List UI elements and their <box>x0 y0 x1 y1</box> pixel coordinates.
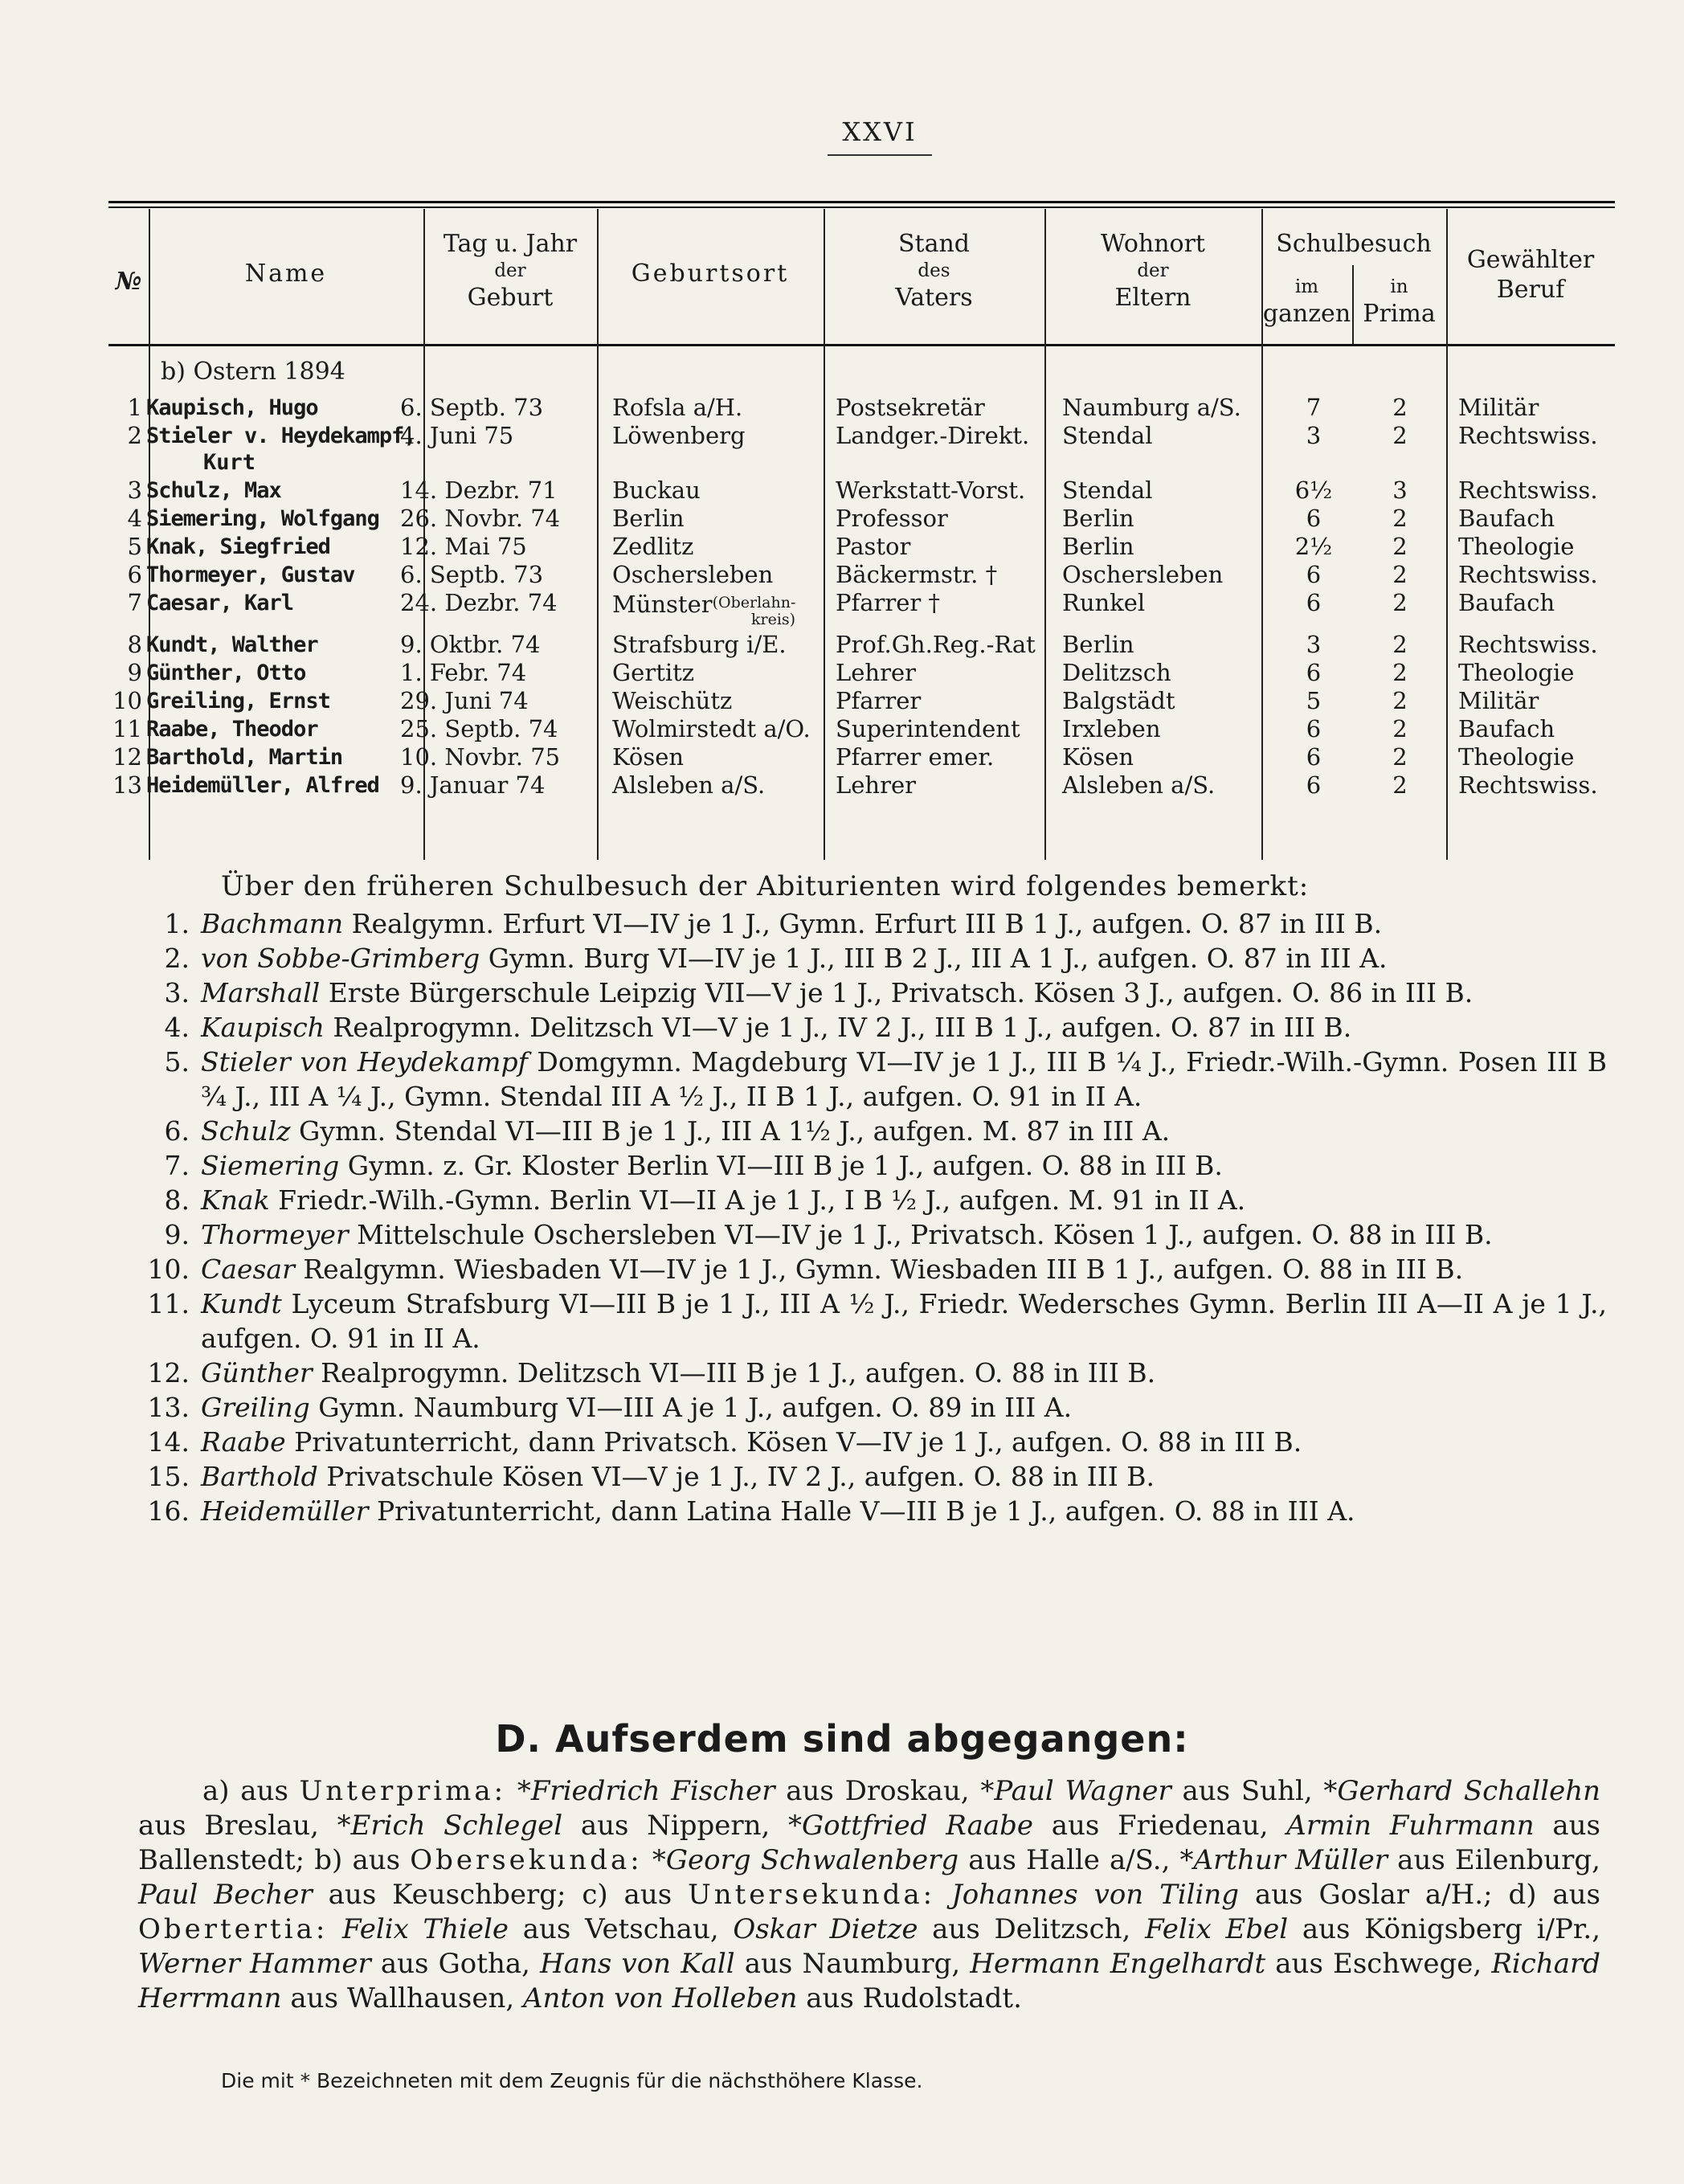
header-number: № <box>115 268 142 296</box>
note-text <box>201 975 1607 1010</box>
header-total-line2: ganzen <box>1262 300 1351 328</box>
row-birth-date: 1. Febr. 74 <box>400 659 527 686</box>
row-prima: 2 <box>1392 561 1408 588</box>
row-career: Militär <box>1458 687 1539 714</box>
table-row <box>108 715 1615 743</box>
note-description: Erste Bürgerschule Leipzig VII—V je 1 J., Privatsch. Kösen 3 J., aufgen. O. 86 in III B. <box>320 977 1474 1008</box>
student-name: Hermann Engelhardt <box>970 1948 1266 1980</box>
row-total: 3 <box>1306 631 1322 658</box>
student-origin: aus Goslar a/H.; <box>1239 1879 1509 1911</box>
row-total: 3 <box>1306 422 1322 449</box>
row-number: 7 <box>127 589 142 616</box>
row-number: 11 <box>112 715 142 742</box>
table-header-rule <box>108 344 1615 346</box>
student-origin: aus Suhl, <box>1171 1775 1324 1807</box>
row-birthplace-name: Münster <box>612 591 713 618</box>
row-total: 6 <box>1306 771 1322 799</box>
header-birthplace: Geburtsort <box>631 260 790 288</box>
header-birth-date <box>423 229 597 313</box>
row-name: Heidemüller, Alfred <box>146 773 379 798</box>
row-total: 6 <box>1306 659 1322 686</box>
table-row <box>108 743 1615 771</box>
note-text <box>201 1286 1607 1356</box>
header-father-line2: des <box>918 260 950 281</box>
table-row <box>108 687 1615 715</box>
row-home: Berlin <box>1062 533 1134 560</box>
note-text <box>201 1494 1607 1528</box>
table-top-rule-2 <box>108 207 1615 208</box>
note-number: 14. <box>147 1426 190 1458</box>
note-student-name: Knak <box>201 1184 270 1216</box>
graduates-table <box>108 201 1615 860</box>
note-number: 9. <box>164 1219 190 1250</box>
table-row <box>108 771 1615 800</box>
student-name: *Friedrich Fischer <box>517 1775 775 1807</box>
header-total-line1: im <box>1294 276 1319 297</box>
note-item <box>137 1045 1607 1114</box>
header-name: Name <box>244 260 328 288</box>
note-number: 8. <box>164 1184 190 1216</box>
row-name: Knak, Siegfried <box>146 534 330 559</box>
note-student-name: Schulz <box>201 1115 291 1147</box>
student-origin: aus Naumburg, <box>734 1948 971 1980</box>
row-prima: 2 <box>1392 715 1408 742</box>
table-row <box>108 505 1615 533</box>
note-text <box>201 1183 1607 1217</box>
row-prima: 2 <box>1392 743 1408 771</box>
row-name: Kaupisch, Hugo <box>146 395 318 420</box>
row-prima: 2 <box>1392 533 1408 560</box>
row-total: 6 <box>1306 505 1322 532</box>
student-name: Felix Thiele <box>342 1913 509 1945</box>
note-student-name: Marshall <box>201 977 321 1008</box>
note-text <box>201 1148 1607 1183</box>
student-name: Felix Ebel <box>1145 1913 1289 1945</box>
row-career: Rechtswiss. <box>1458 476 1598 504</box>
student-name: Anton von Holleben <box>522 1982 798 2014</box>
note-text <box>201 1114 1607 1148</box>
row-birth-date: 25. Septb. 74 <box>400 715 558 742</box>
note-item <box>137 1183 1607 1217</box>
group-class: Obersekunda: <box>410 1844 643 1876</box>
note-description: Gymn. Naumburg VI—III A je 1 J., aufgen. O. 89 in III A. <box>309 1392 1073 1423</box>
note-item <box>137 1459 1607 1494</box>
row-career: Theologie <box>1458 533 1575 560</box>
row-birthplace: Berlin <box>612 505 685 532</box>
group-label: b) aus <box>314 1844 411 1876</box>
student-name: Hans von Kall <box>540 1948 735 1980</box>
student-name: *Gottfried Raabe <box>788 1810 1034 1842</box>
table-row <box>108 533 1615 561</box>
row-prima: 2 <box>1392 687 1408 714</box>
note-description: Gymn. Stendal VI—III B je 1 J., III A 1½ J., aufgen. M. 87 in III A. <box>290 1115 1171 1147</box>
row-birthplace: Wolmirstedt a/O. <box>612 715 811 742</box>
row-number: 2 <box>127 422 142 449</box>
row-birth-date: 10. Novbr. 75 <box>400 743 561 771</box>
student-name: *Gerhard Schallehn <box>1323 1775 1600 1807</box>
row-birth-date: 9. Oktbr. 74 <box>400 631 541 658</box>
note-description: Mittelschule Oschersleben VI—IV je 1 J., Privatsch. Kösen 1 J., aufgen. O. 88 in III B. <box>348 1219 1493 1250</box>
row-birthplace: Löwenberg <box>612 422 746 449</box>
row-father: Professor <box>836 505 948 532</box>
note-item <box>137 1494 1607 1528</box>
notes-list <box>137 906 1607 1528</box>
note-description: Friedr.-Wilh.-Gymn. Berlin VI—II A je 1 J., I B ½ J., aufgen. M. 91 in II A. <box>269 1184 1246 1216</box>
note-number: 13. <box>147 1392 190 1423</box>
note-item <box>137 1425 1607 1459</box>
note-student-name: Caesar <box>201 1254 295 1285</box>
table-row <box>108 394 1615 422</box>
table-row <box>108 476 1615 505</box>
note-number: 11. <box>147 1288 190 1319</box>
row-prima: 2 <box>1392 659 1408 686</box>
row-number: 13 <box>112 771 142 799</box>
table-row <box>108 561 1615 589</box>
student-origin: aus Keuschberg; <box>312 1879 582 1911</box>
student-origin: aus Breslau, <box>138 1810 337 1842</box>
note-number: 12. <box>147 1357 190 1389</box>
group-label: d) aus <box>1508 1879 1601 1911</box>
note-description: Realgymn. Wiesbaden VI—IV je 1 J., Gymn. Wiesbaden III B 1 J., aufgen. O. 88 in III B. <box>294 1254 1464 1285</box>
row-prima: 2 <box>1392 771 1408 799</box>
note-student-name: von Sobbe-Grimberg <box>201 943 480 974</box>
row-home: Runkel <box>1062 589 1146 616</box>
row-prima: 2 <box>1392 422 1408 449</box>
note-student-name: Thormeyer <box>201 1219 349 1250</box>
student-name: Armin Fuhrmann <box>1286 1810 1535 1842</box>
row-birth-date: 24. Dezbr. 74 <box>400 589 558 616</box>
row-total: 6 <box>1306 561 1322 588</box>
note-student-name: Barthold <box>201 1461 318 1492</box>
row-birth-date: 4. Juni 75 <box>400 422 514 449</box>
note-item <box>137 1356 1607 1390</box>
row-name: Schulz, Max <box>146 478 281 503</box>
note-text <box>201 1010 1607 1045</box>
row-name: Caesar, Karl <box>146 591 294 616</box>
note-student-name: Raabe <box>201 1426 286 1458</box>
note-description: Privatunterricht, dann Privatsch. Kösen V—IV je 1 J., aufgen. O. 88 in III B. <box>285 1426 1302 1458</box>
row-career: Baufach <box>1458 589 1555 616</box>
row-name: Greiling, Ernst <box>146 689 330 714</box>
group-class: Unterprima: <box>299 1775 507 1807</box>
row-career: Theologie <box>1458 743 1575 771</box>
row-birthplace: Zedlitz <box>612 533 694 560</box>
table-row <box>108 659 1615 687</box>
row-birthplace: Strafsburg i/E. <box>612 631 787 658</box>
row-birth-date: 6. Septb. 73 <box>400 561 544 588</box>
note-item <box>137 1010 1607 1045</box>
row-name: Stieler v. Heydekampf, <box>146 423 416 448</box>
row-prima: 2 <box>1392 589 1408 616</box>
row-father: Pfarrer <box>836 687 922 714</box>
header-home-line1: Wohnort <box>1101 230 1205 258</box>
row-birth-date: 14. Dezbr. 71 <box>400 476 558 504</box>
row-home: Oschersleben <box>1062 561 1224 588</box>
group-label: a) aus <box>202 1775 300 1807</box>
section-d-title: D. Aufserdem sind abgegangen: <box>495 1717 1189 1761</box>
header-career <box>1446 245 1615 305</box>
section-d-body <box>138 1774 1600 2016</box>
table-row-continuation <box>108 448 1615 476</box>
row-number: 12 <box>112 743 142 771</box>
header-total <box>1261 275 1352 329</box>
group-label: c) aus <box>582 1879 689 1911</box>
note-description: Domgymn. Magdeburg VI—IV je 1 J., III B ¼ J., Friedr.-Wilh.-Gymn. Posen III B ¾ J., III A ¼ J., Gymn. Stendal III A ½ J., II B 1 J., aufgen. O. 91 in II A. <box>201 1046 1607 1112</box>
row-father: Lehrer <box>836 659 916 686</box>
student-name: Paul Becher <box>138 1879 313 1911</box>
row-prima: 3 <box>1392 476 1408 504</box>
row-name: Siemering, Wolfgang <box>146 506 379 531</box>
row-name: Kundt, Walther <box>146 632 318 657</box>
note-number: 3. <box>164 977 190 1008</box>
note-description: Realgymn. Erfurt VI—IV je 1 J., Gymn. Erfurt III B 1 J., aufgen. O. 87 in III B. <box>343 908 1383 939</box>
note-text <box>201 906 1607 941</box>
student-origin: aus Gotha, <box>370 1948 541 1980</box>
row-career: Rechtswiss. <box>1458 631 1598 658</box>
group-class: Untersekunda: <box>688 1879 936 1911</box>
header-birth-line2: der <box>494 260 526 281</box>
note-student-name: Stieler von Heydekampf <box>201 1046 528 1078</box>
row-total: 6½ <box>1294 476 1333 504</box>
row-prima: 2 <box>1392 394 1408 421</box>
note-student-name: Greiling <box>201 1392 310 1423</box>
note-student-name: Bachmann <box>201 908 344 939</box>
note-text <box>201 1045 1607 1114</box>
page-number-rule <box>828 154 932 156</box>
header-home <box>1044 229 1261 313</box>
header-prima <box>1352 275 1446 329</box>
student-origin: aus Ballenstedt; <box>138 1810 1600 1876</box>
student-origin: aus Delitzsch, <box>918 1913 1146 1945</box>
page-number: XXVI <box>842 117 918 147</box>
table-top-rule <box>108 201 1615 203</box>
row-number: 5 <box>127 533 142 560</box>
row-home: Berlin <box>1062 505 1134 532</box>
row-father: Landger.-Direkt. <box>836 422 1030 449</box>
row-father: Werkstatt-Vorst. <box>836 476 1026 504</box>
group-class: Obertertia: <box>138 1913 329 1945</box>
row-number: 6 <box>127 561 142 588</box>
student-origin: aus Eschwege, <box>1265 1948 1492 1980</box>
row-total: 6 <box>1306 743 1322 771</box>
row-name: Thormeyer, Gustav <box>146 562 355 587</box>
row-father: Pastor <box>836 533 911 560</box>
row-number: 3 <box>127 476 142 504</box>
row-father: Pfarrer † <box>836 589 941 616</box>
row-father: Lehrer <box>836 771 916 799</box>
row-birthplace: Kösen <box>612 743 685 771</box>
note-text <box>201 1390 1607 1425</box>
table-row <box>108 422 1615 450</box>
note-item <box>137 941 1607 975</box>
row-father: Bäckermstr. † <box>836 561 998 588</box>
note-number: 7. <box>164 1150 190 1181</box>
note-item <box>137 906 1607 941</box>
header-home-line2: der <box>1137 260 1169 281</box>
header-prima-line1: in <box>1390 276 1408 297</box>
row-career: Militär <box>1458 394 1539 421</box>
header-birth-line3: Geburt <box>467 284 554 312</box>
student-origin: aus Wallhausen, <box>281 1982 523 2014</box>
row-home: Delitzsch <box>1062 659 1171 686</box>
row-birth-date: 12. Mai 75 <box>400 533 527 560</box>
student-origin: aus Halle a/S., <box>958 1844 1180 1876</box>
row-birthplace: Alsleben a/S. <box>612 771 766 799</box>
note-student-name: Heidemüller <box>201 1495 369 1527</box>
row-birth-date: 29. Juni 74 <box>400 687 529 714</box>
row-name-continuation: Kurt <box>203 450 256 475</box>
note-number: 15. <box>147 1461 190 1492</box>
row-number: 1 <box>127 394 142 421</box>
row-career: Baufach <box>1458 505 1555 532</box>
row-career: Rechtswiss. <box>1458 561 1598 588</box>
row-prima: 2 <box>1392 631 1408 658</box>
note-text <box>201 1459 1607 1494</box>
row-home: Irxleben <box>1062 715 1161 742</box>
note-text <box>201 1252 1607 1286</box>
student-name: *Paul Wagner <box>980 1775 1171 1807</box>
row-father: Pfarrer emer. <box>836 743 995 771</box>
row-name: Raabe, Theodor <box>146 717 318 742</box>
row-father: Superintendent <box>836 715 1020 742</box>
row-career: Rechtswiss. <box>1458 422 1598 449</box>
student-origin: aus Eilenburg, <box>1388 1844 1600 1876</box>
student-name: Johannes von Tiling <box>951 1879 1240 1911</box>
row-home: Kösen <box>1062 743 1134 771</box>
note-description: Realprogymn. Delitzsch VI—III B je 1 J., aufgen. O. 88 in III B. <box>312 1357 1156 1389</box>
table-row <box>108 631 1615 659</box>
row-number: 4 <box>127 505 142 532</box>
note-number: 16. <box>147 1495 190 1527</box>
notes-intro: Über den früheren Schulbesuch der Abiturienten wird folgendes bemerkt: <box>221 870 1310 902</box>
note-text <box>201 1356 1607 1390</box>
header-prima-line2: Prima <box>1363 300 1436 328</box>
header-father-line3: Vaters <box>895 284 973 312</box>
student-origin: aus Vetschau, <box>509 1913 734 1945</box>
header-father <box>824 229 1044 313</box>
note-item <box>137 1148 1607 1183</box>
row-birth-date: 9. Januar 74 <box>400 771 546 799</box>
note-number: 6. <box>164 1115 190 1147</box>
row-birthplace: Buckau <box>612 476 701 504</box>
row-home: Stendal <box>1062 422 1153 449</box>
note-item <box>137 1286 1607 1356</box>
row-total: 5 <box>1306 687 1322 714</box>
footnote: Die mit * Bezeichneten mit dem Zeugnis für die nächsthöhere Klasse. <box>221 2069 923 2092</box>
note-description: Lyceum Strafsburg VI—III B je 1 J., III A ½ J., Friedr. Wedersches Gymn. Berlin III A—II A je 1 J., aufgen. O. 91 in II A. <box>201 1288 1607 1354</box>
row-birthplace: Weischütz <box>612 687 733 714</box>
note-number: 2. <box>164 943 190 974</box>
note-student-name: Siemering <box>201 1150 340 1181</box>
row-career: Theologie <box>1458 659 1575 686</box>
row-prima: 2 <box>1392 505 1408 532</box>
row-birth-date: 6. Septb. 73 <box>400 394 544 421</box>
note-text <box>201 1217 1607 1252</box>
row-father: Prof.Gh.Reg.-Rat <box>836 631 1036 658</box>
row-home: Berlin <box>1062 631 1134 658</box>
row-total: 6 <box>1306 715 1322 742</box>
note-student-name: Kaupisch <box>201 1012 325 1043</box>
student-origin: aus Rudolstadt. <box>797 1982 1022 2014</box>
note-number: 1. <box>164 908 190 939</box>
note-description: Gymn. z. Gr. Kloster Berlin VI—III B je 1 J., aufgen. O. 88 in III B. <box>339 1150 1223 1181</box>
row-birthplace: Oschersleben <box>612 561 774 588</box>
header-career-line1: Gewählter <box>1466 246 1595 274</box>
row-number: 8 <box>127 631 142 658</box>
row-birthplace: Gertitz <box>612 659 695 686</box>
note-description: Privatschule Kösen VI—V je 1 J., IV 2 J., aufgen. O. 88 in III B. <box>317 1461 1155 1492</box>
header-career-line2: Beruf <box>1496 276 1565 304</box>
student-name: Oskar Dietze <box>733 1913 918 1945</box>
row-birthplace-note: (Oberlahn- <box>712 594 796 611</box>
student-origin: aus Friedenau, <box>1033 1810 1287 1842</box>
note-student-name: Günther <box>201 1357 313 1389</box>
row-home: Stendal <box>1062 476 1153 504</box>
row-birthplace: Rofsla a/H. <box>612 394 743 421</box>
note-item <box>137 1390 1607 1425</box>
student-name: Werner Hammer <box>138 1948 371 1980</box>
note-number: 4. <box>164 1012 190 1043</box>
row-total: 6 <box>1306 589 1322 616</box>
row-number: 9 <box>127 659 142 686</box>
row-career: Rechtswiss. <box>1458 771 1598 799</box>
note-item <box>137 1217 1607 1252</box>
header-school-visit: Schulbesuch <box>1276 230 1432 258</box>
note-item <box>137 1252 1607 1286</box>
note-description: Realprogymn. Delitzsch VI—V je 1 J., IV 2 J., III B 1 J., aufgen. O. 87 in III B. <box>324 1012 1352 1043</box>
student-name: *Erich Schlegel <box>337 1810 563 1842</box>
note-text <box>201 1425 1607 1459</box>
student-name: Richard Herrmann <box>138 1948 1601 2014</box>
note-number: 10. <box>147 1254 190 1285</box>
student-name: *Arthur Müller <box>1179 1844 1388 1876</box>
row-home: Alsleben a/S. <box>1062 771 1216 799</box>
row-total: 2½ <box>1294 533 1333 560</box>
header-home-line3: Eltern <box>1114 284 1191 312</box>
row-birthplace-note-continuation: kreis) <box>751 611 796 628</box>
row-birth-date: 26. Novbr. 74 <box>400 505 561 532</box>
row-name: Günther, Otto <box>146 661 306 685</box>
header-father-line1: Stand <box>897 230 971 258</box>
student-origin: aus Königsberg i/Pr., <box>1288 1913 1601 1945</box>
section-label: b) Ostern 1894 <box>161 358 345 386</box>
note-item <box>137 1114 1607 1148</box>
row-home: Balgstädt <box>1062 687 1175 714</box>
student-origin: aus Nippern, <box>562 1810 789 1842</box>
header-birth-line1: Tag u. Jahr <box>443 230 578 258</box>
row-total: 7 <box>1306 394 1322 421</box>
student-origin: aus Droskau, <box>775 1775 981 1807</box>
row-number: 10 <box>112 687 142 714</box>
row-home: Naumburg a/S. <box>1062 394 1241 421</box>
row-father: Postsekretär <box>836 394 985 421</box>
note-number: 5. <box>164 1046 190 1078</box>
note-description: Gymn. Burg VI—IV je 1 J., III B 2 J., III A 1 J., aufgen. O. 87 in III A. <box>480 943 1388 974</box>
row-name: Barthold, Martin <box>146 745 343 770</box>
note-description: Privatunterricht, dann Latina Halle V—III B je 1 J., aufgen. O. 88 in III A. <box>368 1495 1355 1527</box>
note-student-name: Kundt <box>201 1288 282 1319</box>
row-career: Baufach <box>1458 715 1555 742</box>
note-item <box>137 975 1607 1010</box>
note-text <box>201 941 1607 975</box>
student-name: *Georg Schwalenberg <box>652 1844 959 1876</box>
